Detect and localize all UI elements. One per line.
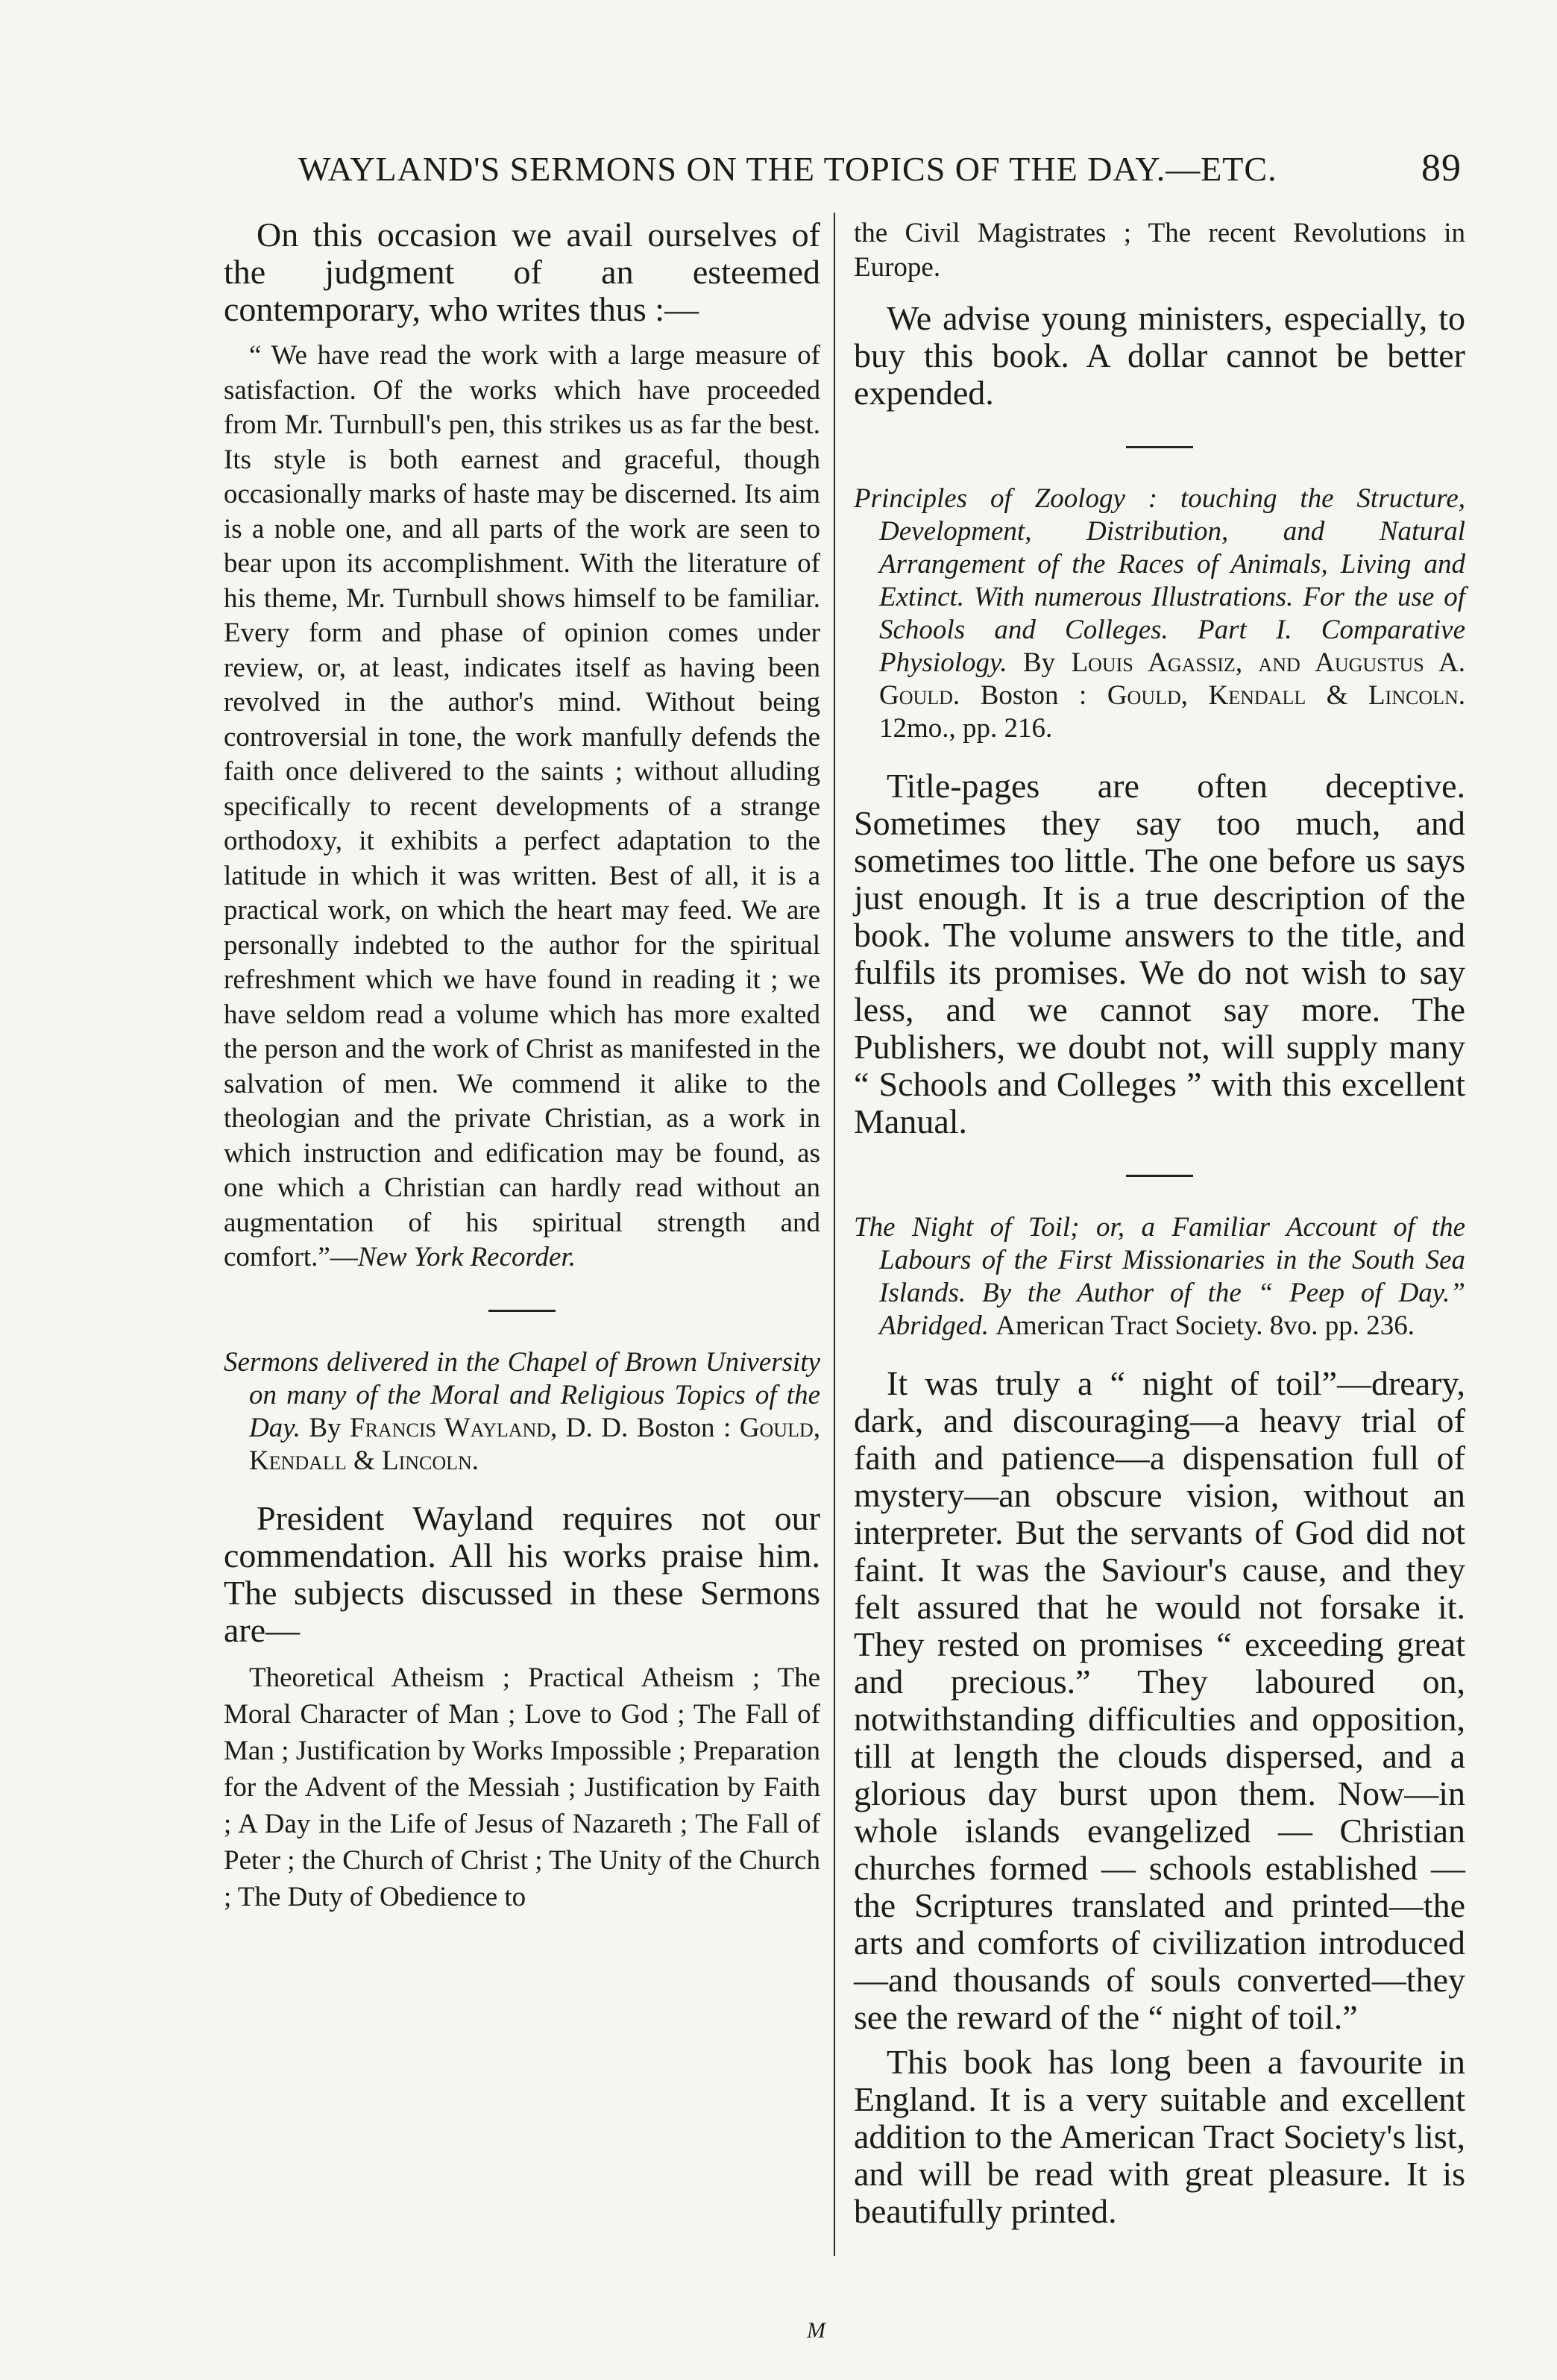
review2-publisher: Gould, Kendall & Lincoln. <box>249 1412 820 1476</box>
review3-pub-place: Boston : <box>980 680 1087 711</box>
review2-author: Francis Wayland, D. D. <box>350 1412 629 1443</box>
signature-mark: M <box>807 2318 825 2343</box>
review4-title: The Night of Toil; or, a Familiar Account of the Labours of the First Missionaries in the South Sea Islands. By the Author of the “ Peep of Day.” Abridged. <box>854 1212 1465 1341</box>
review3-title: Principles of Zoology : touching the Structure, Development, Distribution, and Natural Arrangement of the Races of Animals, Living and Extinct. With numerous Illustrations. For the use of Schools and Colleges. Part I. Comparative Physiology. <box>854 483 1465 678</box>
running-header <box>298 149 1462 194</box>
section-rule <box>488 1310 556 1312</box>
review2-body: President Wayland requires not our commendation. All his works praise him. The subjects discussed in these Sermons are— <box>224 1498 820 1649</box>
review2-pub-place: Boston : <box>636 1412 732 1443</box>
quote-source: New York Recorder. <box>357 1242 576 1272</box>
right-column <box>854 216 1465 2230</box>
advice-paragraph: We advise young ministers, especially, to buy this book. A dollar cannot be better expended. <box>854 299 1465 412</box>
column-divider <box>834 213 835 2256</box>
review2-title: Sermons delivered in the Chapel of Brown University on many of the Moral and Religious Topics of the Day. <box>224 1346 820 1443</box>
review-heading-sermons <box>224 1346 820 1478</box>
review4-body-2: This book has long been a favourite in England. It is a very suitable and excellent addition to the American Tract Society's list, and will be read with great pleasure. It is beautifully printed. <box>854 2043 1465 2230</box>
page-number: 89 <box>1421 147 1462 189</box>
review3-body: Title-pages are often deceptive. Sometimes they say too much, and sometimes too little. The one before us says just enough. It is a true description of the book. The volume answers to the title, and fulfils its promises. We do not wish to say less, and we cannot say more. The Publishers, we doubt not, will supply many “ Schools and Colleges ” with this excellent Manual. <box>854 767 1465 1140</box>
intro-paragraph: On this occasion we avail ourselves of the judgment of an esteemed contemporary, who writes thus :— <box>224 216 820 328</box>
quoted-review <box>224 339 820 1275</box>
review3-by: By <box>1022 647 1056 678</box>
section-rule <box>1126 1175 1193 1177</box>
running-title: WAYLAND'S SERMONS ON THE TOPICS OF THE DAY.—ETC. <box>298 150 1277 188</box>
left-column <box>224 216 820 1915</box>
review2-by: By <box>309 1412 342 1443</box>
topics-continued: the Civil Magistrates ; The recent Revolutions in Europe. <box>854 218 1465 283</box>
review4-publisher: American Tract Society. 8vo. pp. 236. <box>995 1310 1415 1341</box>
review-heading-zoology <box>854 483 1465 745</box>
review3-publisher: Gould, Kendall & Lincoln. <box>1107 680 1466 711</box>
review2-topics: Theoretical Atheism ; Practical Atheism ; The Moral Character of Man ; Love to God ; The Fall of Man ; Justification by Works Impossible ; Preparation for the Advent of the Messiah ; Justification by Faith ; A Day in the Life of Jesus of Nazareth ; The Fall of Peter ; the Church of Christ ; The Unity of the Church ; The Duty of Obedience to <box>224 1662 820 1912</box>
review4-body-1: It was truly a “ night of toil”—dreary, dark, and discouraging—a heavy trial of faith and patience—a dispensation full of mystery—an obscure vision, without an interpreter. But the servants of God did not faint. It was the Saviour's cause, and they felt assured that he would not forsake it. They rested on promises “ exceeding great and precious.” They laboured on, notwithstanding difficulties and opposition, till at length the clouds dispersed, and a glorious day burst upon them. Now—in whole islands evangelized — Christian churches formed — schools established — the Scriptures translated and printed—the arts and comforts of civilization introduced—and thousands of souls converted—they see the reward of the “ night of toil.” <box>854 1364 1465 2036</box>
review3-format: 12mo., pp. 216. <box>879 713 1053 744</box>
review3-authors: Louis Agassiz, and Augustus A. Gould. <box>879 647 1466 711</box>
section-rule <box>1126 446 1193 448</box>
review-heading-night-of-toil <box>854 1211 1465 1343</box>
quote-text: “ We have read the work with a large measure of satisfaction. Of the works which have proceeded from Mr. Turnbull's pen, this strikes us as far the best. Its style is both earnest and graceful, though occasionally marks of haste may be discerned. Its aim is a noble one, and all parts of the work are seen to bear upon its accomplishment. With the literature of his theme, Mr. Turnbull shows himself to be familiar. Every form and phase of opinion comes under review, or, at least, indicates itself as having been revolved in the author's mind. Without being controversial in tone, the work manfully defends the faith once delivered to the saints ; without alluding specifically to recent developments of a strange orthodoxy, it exhibits a perfect adaptation to the latitude in which it was written. Best of all, it is a practical work, on which the heart may feed. We are personally indebted to the author for the spiritual refreshment which we have found in reading it ; we have seldom read a volume which has more exalted the person and the work of Christ as manifested in the salvation of men. We commend it alike to the theologian and the private Christian, as a work in which instruction and edification may be found, as one which a Christian can hardly read without an augmentation of his spiritual strength and comfort.”— <box>224 340 820 1272</box>
